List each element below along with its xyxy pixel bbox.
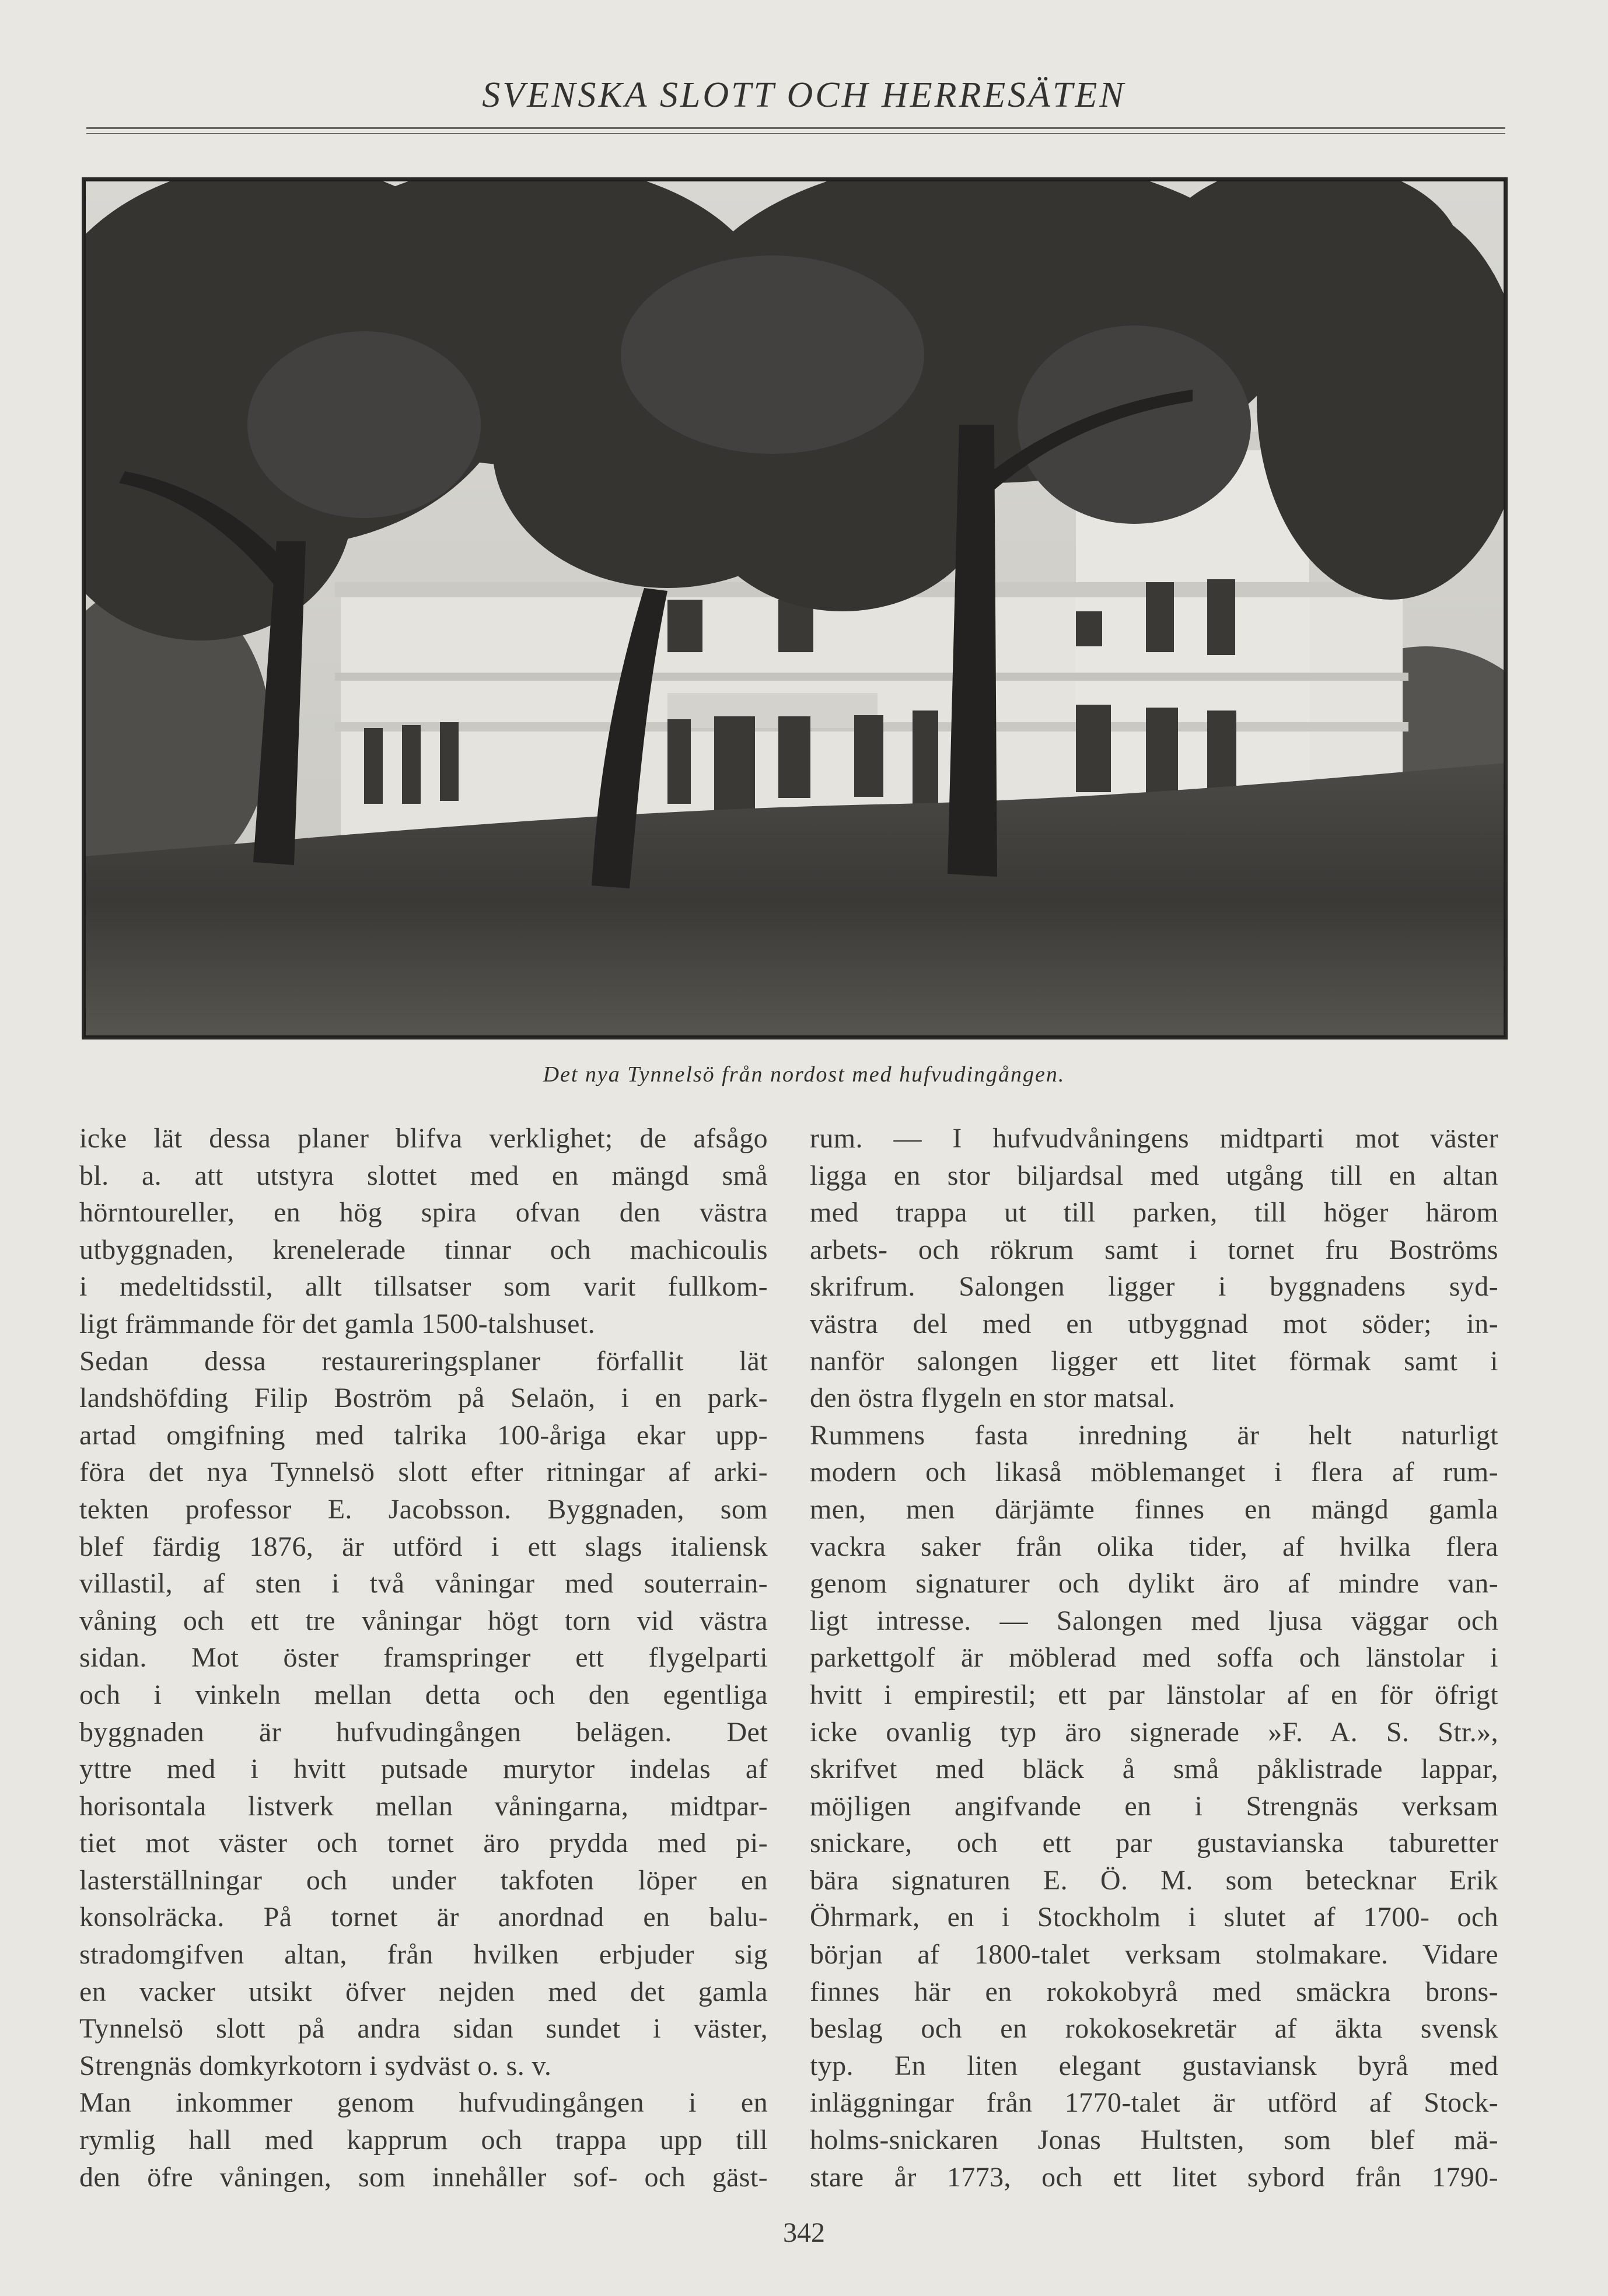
text-line: skrifvet med bläck å små påklistrade lappar, <box>810 1754 1498 1785</box>
text-line: artad omgifning med talrika 100-åriga ekar upp- <box>79 1419 768 1451</box>
text-line: den östra flygeln en stor matsal. <box>810 1382 1176 1414</box>
text-line: typ. En liten elegant gustaviansk byrå med <box>810 2050 1498 2081</box>
text-line: byggnaden är hufvudingången belägen. Det <box>79 1716 768 1748</box>
header-rule <box>86 127 1505 129</box>
text-line: men, men därjämte finnes en mängd gamla <box>810 1493 1498 1525</box>
text-line: Strengnäs domkyrkotorn i sydväst o. s. v. <box>79 2050 552 2081</box>
photograph-tynnelso-manor <box>84 180 1505 1037</box>
text-line: beslag och en rokokosekretär af äkta svensk <box>810 2013 1498 2045</box>
text-line: bl. a. att utstyra slottet med en mängd små <box>79 1160 768 1191</box>
text-line: början af 1800-talet verksam stolmakare. Vidare <box>810 1939 1498 1971</box>
text-line: tiet mot väster och tornet äro prydda med pi- <box>79 1828 768 1859</box>
text-line: våning och ett tre våningar högt torn vid västra <box>79 1605 768 1636</box>
text-line: föra det nya Tynnelsö slott efter ritningar af arki- <box>79 1457 768 1488</box>
text-line: Rummens fasta inredning är helt naturligt <box>810 1419 1498 1451</box>
text-line: holms-snickaren Jonas Hultsten, som blef mä- <box>810 2124 1498 2156</box>
text-line: västra del med en utbyggnad mot söder; in- <box>810 1308 1498 1339</box>
text-line: rum. — I hufvudvåningens midtparti mot väster <box>810 1123 1498 1154</box>
text-line: snickare, och ett par gustavianska taburetter <box>810 1828 1498 1859</box>
photo-caption: Det nya Tynnelsö från nordost med hufvudingången. <box>543 1062 1065 1087</box>
text-line: hörntoureller, en hög spira ofvan den västra <box>79 1197 768 1228</box>
text-line: i medeltidsstil, allt tillsatser som varit fullkom- <box>79 1271 768 1303</box>
text-line: konsolräcka. På tornet är anordnad en balu- <box>79 1902 768 1933</box>
text-line: inläggningar från 1770-talet är utförd af Stock- <box>810 2087 1498 2119</box>
text-line: nanför salongen ligger ett litet förmak samt i <box>810 1345 1498 1377</box>
text-line: lasterställningar och under takfoten löper en <box>79 1864 768 1896</box>
text-line: utbyggnaden, krenelerade tinnar och machicoulis <box>79 1234 768 1265</box>
text-line: Tynnelsö slott på andra sidan sundet i väster, <box>79 2013 768 2045</box>
text-line: en vacker utsikt öfver nejden med det gamla <box>79 1976 768 2007</box>
text-line: med trappa ut till parken, till höger härom <box>810 1197 1498 1228</box>
text-line: yttre med i hvitt putsade murytor indelas af <box>79 1754 768 1785</box>
text-line: den öfre våningen, som innehåller sof- och gäst- <box>79 2161 768 2193</box>
text-line: rymlig hall med kapprum och trappa upp till <box>79 2124 768 2156</box>
text-line: landshöfding Filip Boström på Selaön, i en park- <box>79 1382 768 1414</box>
text-line: stare år 1773, och ett litet sybord från 1790- <box>810 2161 1498 2193</box>
text-line: skrifrum. Salongen ligger i byggnadens syd- <box>810 1271 1498 1303</box>
text-line: villastil, af sten i två våningar med souterrain- <box>79 1568 768 1600</box>
text-line: ligga en stor biljardsal med utgång till en altan <box>810 1160 1498 1191</box>
text-line: Man inkommer genom hufvudingången i en <box>79 2087 768 2119</box>
text-line: hvitt i empirestil; ett par länstolar af en för öfrigt <box>810 1679 1498 1710</box>
running-head: SVENSKA SLOTT OCH HERRESÄTEN <box>482 75 1126 115</box>
text-line: icke lät dessa planer blifva verklighet; de afsågo <box>79 1123 768 1154</box>
text-line: parkettgolf är möblerad med soffa och länstolar i <box>810 1642 1498 1674</box>
text-line: vackra saker från olika tider, af hvilka flera <box>810 1531 1498 1562</box>
text-line: arbets- och rökrum samt i tornet fru Boströms <box>810 1234 1498 1265</box>
page-number: 342 <box>783 2217 825 2248</box>
right-column <box>810 1120 1498 2196</box>
text-line: modern och likaså möblemanget i flera af rum- <box>810 1457 1498 1488</box>
text-line: möjligen angifvande en i Strengnäs verksam <box>810 1790 1498 1822</box>
text-line: tekten professor E. Jacobsson. Byggnaden, som <box>79 1493 768 1525</box>
text-line: blef färdig 1876, är utförd i ett slags italiensk <box>79 1531 768 1562</box>
text-line: icke ovanlig typ äro signerade »F. A. S. Str.», <box>810 1716 1498 1748</box>
text-line: finnes här en rokokobyrå med smäckra brons- <box>810 1976 1498 2007</box>
text-line: horisontala listverk mellan våningarna, midtpar- <box>79 1790 768 1822</box>
text-line: och i vinkeln mellan detta och den egentliga <box>79 1679 768 1710</box>
left-column <box>79 1120 768 2196</box>
text-line: bära signaturen E. Ö. M. som betecknar Erik <box>810 1864 1498 1896</box>
header-rule-thin <box>86 133 1505 134</box>
text-line: Öhrmark, en i Stockholm i slutet af 1700- och <box>810 1902 1498 1933</box>
text-line: genom signaturer och dylikt äro af mindre van- <box>810 1568 1498 1600</box>
text-line: Sedan dessa restaureringsplaner förfallit lät <box>79 1345 768 1377</box>
text-line: sidan. Mot öster framspringer ett flygelparti <box>79 1642 768 1674</box>
text-line: ligt främmande för det gamla 1500-talshuset. <box>79 1308 596 1339</box>
text-line: ligt intresse. — Salongen med ljusa väggar och <box>810 1605 1498 1636</box>
text-line: stradomgifven altan, från hvilken erbjuder sig <box>79 1939 768 1971</box>
